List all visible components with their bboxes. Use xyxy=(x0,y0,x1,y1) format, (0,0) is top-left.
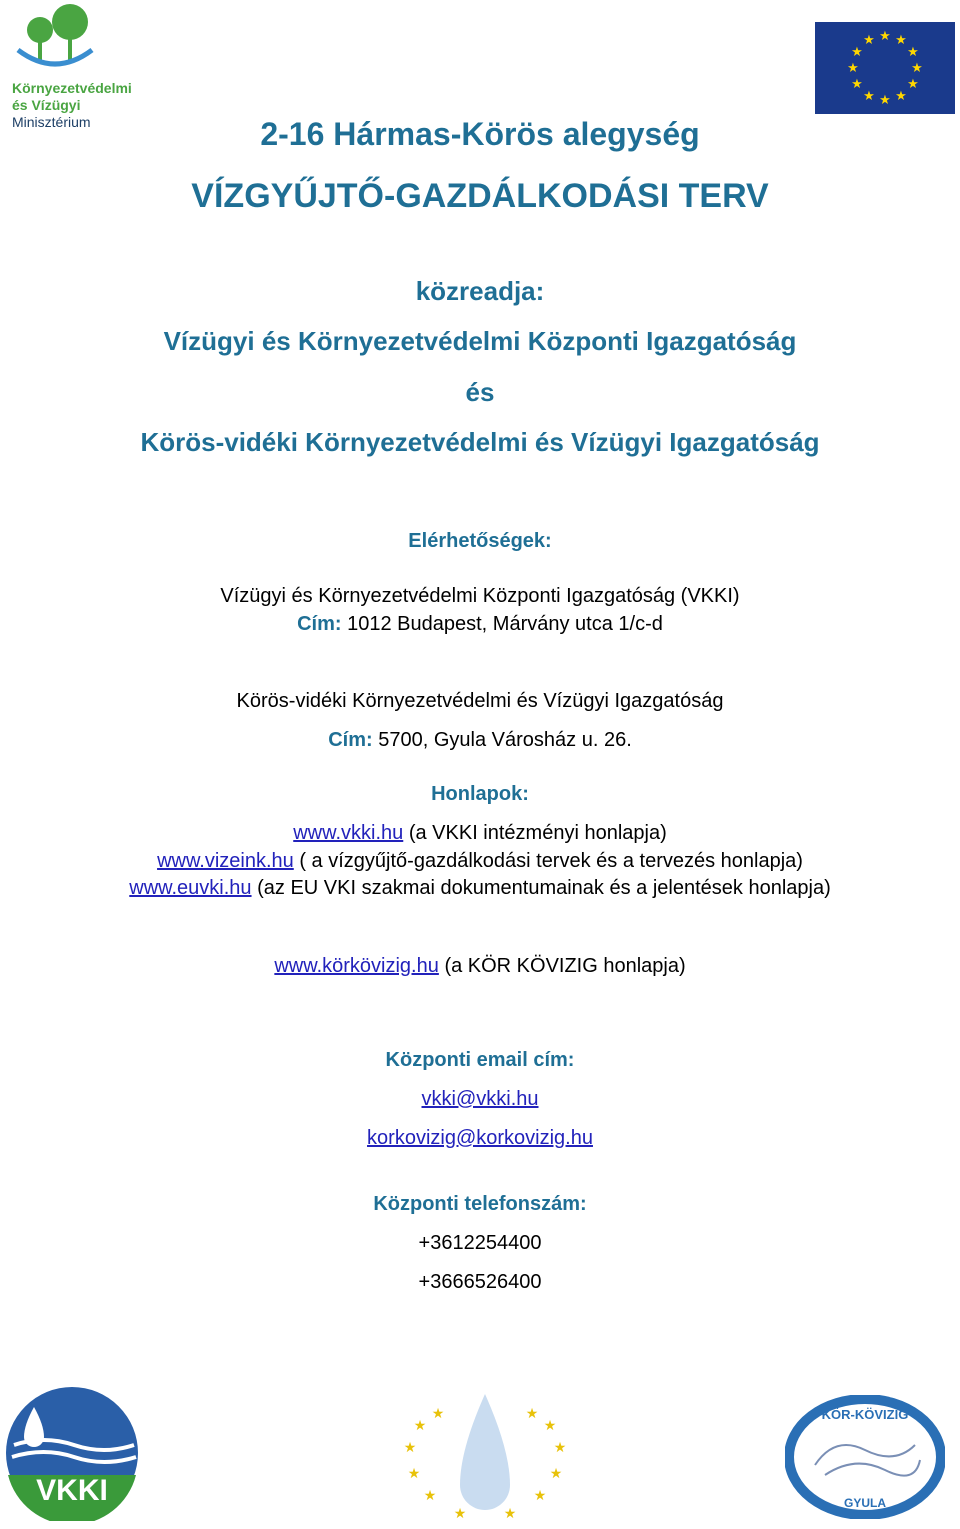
svg-text:★: ★ xyxy=(503,1506,517,1522)
email-row xyxy=(0,1127,960,1150)
address-label: Cím: xyxy=(328,729,373,751)
svg-text:★: ★ xyxy=(847,61,859,76)
vkki-address xyxy=(0,613,960,636)
website-row xyxy=(0,822,960,845)
vkki-website-link[interactable]: www.vkki.hu xyxy=(293,822,404,844)
contacts-heading: Elérhetőségek: xyxy=(408,530,552,552)
eu-flag-icon xyxy=(815,22,955,114)
publisher-org1: Vízügyi és Környezetvédelmi Központi Igazgatóság xyxy=(163,326,797,356)
svg-text:★: ★ xyxy=(851,77,863,92)
phone-heading: Központi telefonszám: xyxy=(373,1193,587,1215)
svg-text:★: ★ xyxy=(863,89,875,104)
svg-text:★: ★ xyxy=(879,29,891,44)
korkovizig-logo xyxy=(785,1395,945,1519)
svg-text:★: ★ xyxy=(407,1466,421,1482)
eu-water-drop-logo xyxy=(400,1390,570,1525)
publisher-heading: közreadja: xyxy=(415,276,545,306)
svg-text:★: ★ xyxy=(553,1440,567,1456)
website-desc: (a VKKI intézményi honlapja) xyxy=(408,822,667,844)
korkovizig-email-link[interactable]: korkovizig@korkovizig.hu xyxy=(367,1127,593,1149)
vkki-email-link[interactable]: vkki@vkki.hu xyxy=(421,1088,539,1110)
svg-text:★: ★ xyxy=(533,1488,547,1504)
svg-text:★: ★ xyxy=(543,1418,557,1434)
phone-number: +3666526400 xyxy=(418,1271,542,1293)
kor-logo-text-bottom: GYULA xyxy=(844,1496,886,1510)
svg-text:★: ★ xyxy=(549,1466,563,1482)
website-row xyxy=(0,877,960,900)
website-desc: (a KÖR KÖVIZIG honlapja) xyxy=(444,955,686,977)
ministry-line3: Minisztérium xyxy=(12,114,91,130)
kor-address xyxy=(0,729,960,752)
publisher-org2: Körös-vidéki Környezetvédelmi és Vízügyi Igazgatóság xyxy=(140,427,820,457)
korkovizig-website-link[interactable]: www.körkövizig.hu xyxy=(274,955,439,977)
svg-text:★: ★ xyxy=(525,1406,539,1422)
address-label: Cím: xyxy=(297,613,342,635)
website-row xyxy=(0,850,960,873)
svg-text:★: ★ xyxy=(895,33,907,48)
kor-address-value: 5700, Gyula Városház u. 26. xyxy=(378,729,632,751)
ministry-line1: Környezetvédelmi xyxy=(12,80,132,96)
email-row xyxy=(0,1088,960,1111)
svg-text:★: ★ xyxy=(907,77,919,92)
kor-logo-text-top: KÖR-KÖVIZIG xyxy=(821,1407,909,1422)
website-desc: (az EU VKI szakmai dokumentumainak és a jelentések honlapja) xyxy=(257,877,831,899)
svg-text:★: ★ xyxy=(851,45,863,60)
phone-number: +3612254400 xyxy=(418,1232,542,1254)
vkki-logo-text: VKKI xyxy=(36,1474,108,1507)
euvki-website-link[interactable]: www.euvki.hu xyxy=(129,877,252,899)
publisher-conj: és xyxy=(465,377,495,407)
vkki-address-value: 1012 Budapest, Márvány utca 1/c-d xyxy=(347,613,663,635)
page-title: 2-16 Hármas-Körös alegység xyxy=(260,116,700,152)
svg-text:★: ★ xyxy=(907,45,919,60)
kor-name: Körös-vidéki Környezetvédelmi és Vízügyi Igazgatóság xyxy=(236,690,724,712)
svg-text:★: ★ xyxy=(413,1418,427,1434)
svg-text:★: ★ xyxy=(879,93,891,108)
plan-title: VÍZGYŰJTŐ-GAZDÁLKODÁSI TERV xyxy=(191,177,769,215)
website-row xyxy=(0,955,960,978)
websites-heading: Honlapok: xyxy=(431,783,529,805)
ministry-line2: és Vízügyi xyxy=(12,97,81,113)
vkki-logo xyxy=(4,1385,140,1521)
svg-text:★: ★ xyxy=(423,1488,437,1504)
svg-text:★: ★ xyxy=(453,1506,467,1522)
svg-text:★: ★ xyxy=(863,33,875,48)
svg-text:★: ★ xyxy=(895,89,907,104)
vkki-name: Vízügyi és Környezetvédelmi Központi Igazgatóság (VKKI) xyxy=(220,585,740,607)
website-desc: ( a vízgyűjtő-gazdálkodási tervek és a tervezés honlapja) xyxy=(299,850,803,872)
svg-text:★: ★ xyxy=(431,1406,445,1422)
svg-text:★: ★ xyxy=(403,1440,417,1456)
email-heading: Központi email cím: xyxy=(385,1049,575,1071)
vizeink-website-link[interactable]: www.vizeink.hu xyxy=(157,850,294,872)
svg-text:★: ★ xyxy=(911,61,923,76)
